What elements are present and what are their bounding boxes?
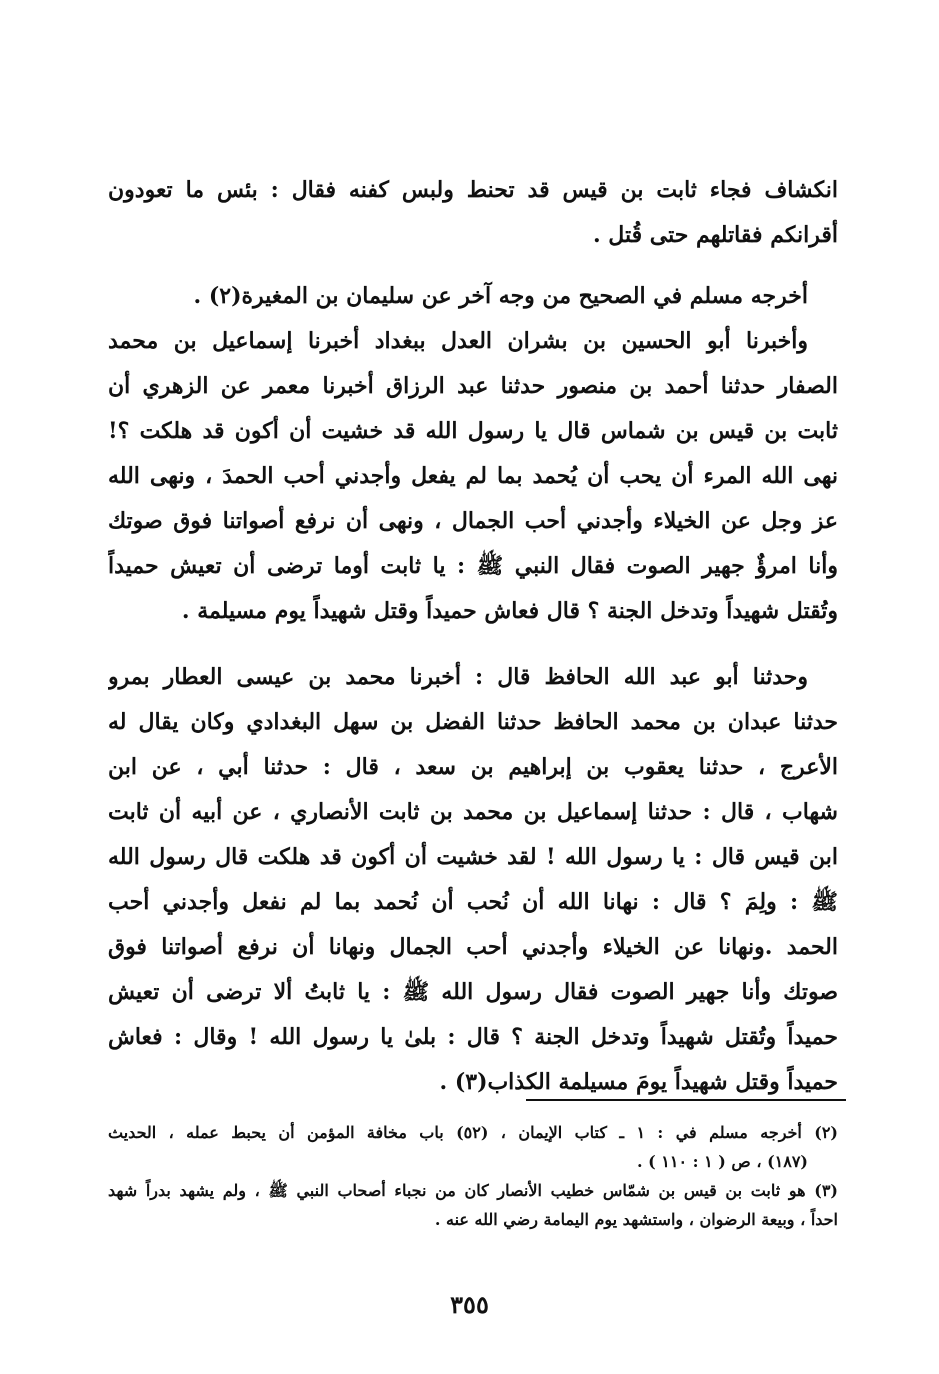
text-line: ثابت بن قيس بن شماس قال يا رسول الله قد خشيت أن أكون قد هلكت ؟! <box>108 418 838 444</box>
paragraph-1 <box>108 168 838 258</box>
footnotes <box>108 1118 838 1234</box>
text-line: حدثنا عبدان بن محمد الحافظ حدثنا الفضل بن سهل البغدادي وكان يقال له <box>108 709 838 735</box>
text-line: انكشاف فجاء ثابت بن قيس قد تحنط ولبس كفنه فقال : بئس ما تعودون <box>108 177 838 203</box>
text-line: ابن قيس قال : يا رسول الله ! لقد خشيت أن أكون قد هلكت قال رسول الله <box>108 844 838 870</box>
text-line: الأعرج ، حدثنا يعقوب بن إبراهيم بن سعد ، قال : حدثنا أبي ، عن ابن <box>108 754 838 780</box>
text-line: حميداً وتُقتل شهيداً وتدخل الجنة ؟ قال : بلىٰ يا رسول الله ! وقال : فعاش <box>108 1024 838 1050</box>
footnote-line: (٣) هو ثابت بن قيس بن شمّاس خطيب الأنصار كان من نجباء أصحاب النبي ﷺ ، ولم يشهد بدراً شهد <box>108 1181 838 1200</box>
text-line: عز وجل عن الخيلاء وأجدني أحب الجمال ، ونهى أن نرفع أصواتنا فوق صوتك <box>108 508 838 534</box>
text-line: حميداً وقتل شهيداً يومَ مسيلمة الكذاب(٣) . <box>439 1069 838 1095</box>
text-line: نهى الله المرء أن يحب أن يُحمد بما لم يفعل وأجدني أحب الحمدَ ، ونهى الله <box>108 463 838 489</box>
text-line: صوتك وأنا جهير الصوت فقال رسول الله ﷺ : يا ثابتُ ألا ترضى أن تعيش <box>108 979 838 1005</box>
text-line: شهاب ، قال : حدثنا إسماعيل بن محمد بن ثابت الأنصاري ، عن أبيه أن ثابت <box>108 799 838 825</box>
text-line: وتُقتل شهيداً وتدخل الجنة ؟ قال فعاش حميداً وقتل شهيداً يوم مسيلمة . <box>181 598 838 624</box>
text-line: وأنا امرؤٌ جهير الصوت فقال النبي ﷺ : يا ثابت أوما ترضى أن تعيش حميداً <box>108 553 838 579</box>
page-number: ٣٥٥ <box>450 1290 489 1319</box>
paragraph-2 <box>108 274 838 319</box>
footnote-line: (١٨٧) ، ص ( ١ : ١١٠ ) . <box>637 1152 808 1171</box>
text-line: وأخبرنا أبو الحسين بن بشران العدل ببغداد أخبرنا إسماعيل بن محمد <box>108 328 808 354</box>
text-line: أخرجه مسلم في الصحيح من وجه آخر عن سليمان بن المغيرة(٢) . <box>193 283 808 309</box>
paragraph-4 <box>108 655 838 1105</box>
paragraph-3 <box>108 319 838 634</box>
text-line: ﷺ : ولِمَ ؟ قال : نهانا الله أن نُحب أن نُحمد بما لم نفعل وأجدني أحب <box>108 889 838 915</box>
text-line: وحدثنا أبو عبد الله الحافظ قال : أخبرنا محمد بن عيسى العطار بمرو <box>108 664 808 690</box>
footnote-line: احداً ، وبيعة الرضوان ، واستشهد يوم اليمامة رضي الله عنه . <box>434 1210 838 1229</box>
text-line: الصفار حدثنا أحمد بن منصور حدثنا عبد الرزاق أخبرنا معمر عن الزهري أن <box>108 373 838 399</box>
text-line: الحمد .ونهانا عن الخيلاء وأجدني أحب الجمال ونهانا أن نرفع أصواتنا فوق <box>108 934 838 960</box>
footnote-divider <box>526 1099 846 1101</box>
text-line: أقرانكم فقاتلهم حتى قُتل . <box>592 222 838 248</box>
footnote-line: (٢) أخرجه مسلم في : ١ ـ كتاب الإيمان ، (٥٢) باب مخافة المؤمن أن يحبط عمله ، الحديث <box>108 1123 838 1142</box>
